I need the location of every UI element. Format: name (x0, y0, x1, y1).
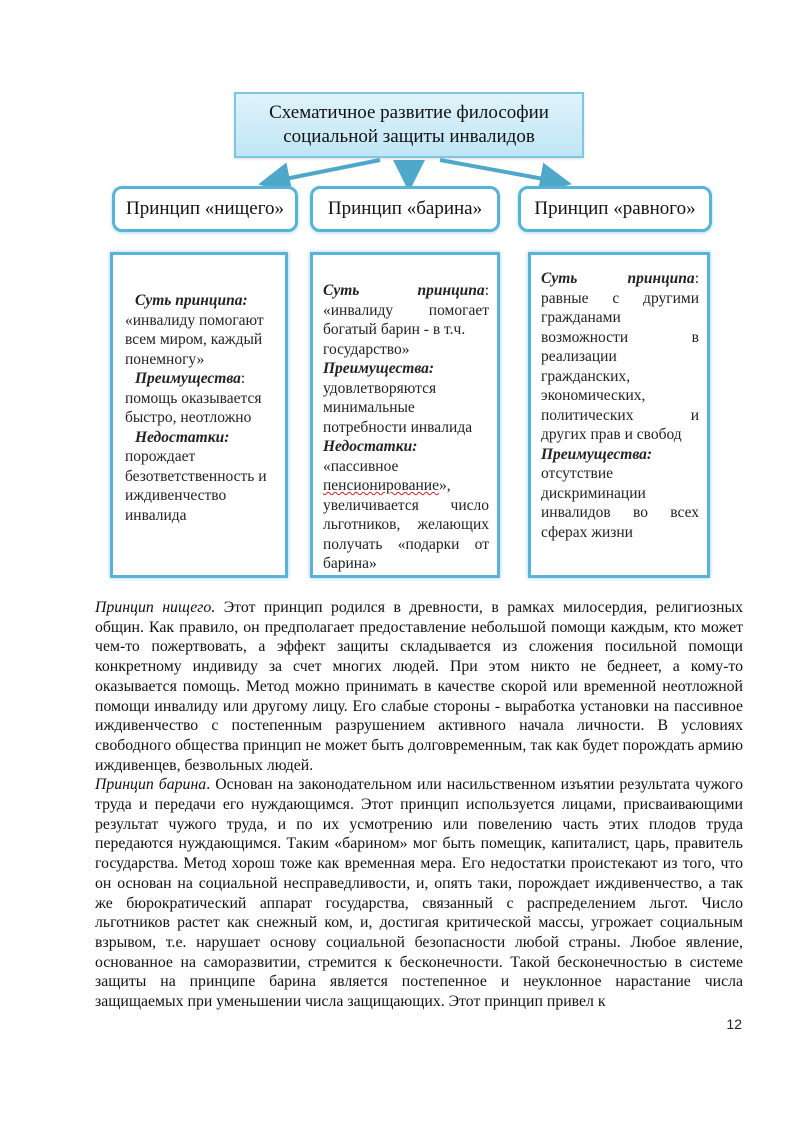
body-text (95, 598, 743, 1012)
diagram-arrows (0, 0, 800, 200)
essence-line: понемногу» (125, 350, 205, 368)
drawbacks-line: безответственность и (125, 467, 267, 485)
advantages-line: инвалидов во всех (541, 504, 699, 521)
detail-box-equal (528, 252, 710, 578)
advantages-line: сферах жизни (541, 523, 633, 541)
essence-line: гражданских, (541, 367, 631, 385)
essence-line: всем миром, каждый (125, 331, 263, 348)
diagram-title-line2: социальной защиты инвалидов (283, 126, 535, 147)
advantages-line: дискриминации (541, 484, 646, 502)
drawbacks-line-row (323, 476, 489, 496)
advantages-heading: Преимущества: (541, 445, 653, 463)
drawbacks-heading: Недостатки: (135, 428, 230, 446)
drawbacks-spellcheck-word: пенсионирование (323, 477, 439, 494)
drawbacks-line: льготников, желающих (323, 516, 489, 533)
drawbacks-line: иждивенчество (125, 487, 227, 504)
drawbacks-line-tail: », (438, 477, 451, 494)
paragraph-master (95, 775, 743, 1011)
paragraph-lead: Принцип барина (95, 776, 207, 794)
paragraph-beggar (95, 598, 743, 775)
essence-line: возможности в (541, 328, 699, 346)
diagram-title-line1: Схематичное развитие философии (269, 102, 549, 123)
advantages-heading-row (125, 369, 277, 389)
essence-line: богатый барин - в т.ч. (323, 321, 466, 338)
essence-line: гражданами (541, 309, 621, 326)
paragraph-text: . Основан на законодательном или насильственном изъятии результата чужого труда и передачи его нуждающимся. Этот принцип используется лицами, присваивающими результат чужого труда, и по их усмотрению или повелению часть этих плодов труда передаются нуждающимся. Таким «барином» мог быть помещик, капиталист, царь, правитель государства. Метод хорош тоже как временная мера. Его недостатки проистекают из того, что он основан на социальной несправедливости, и, опять таки, порождает иждивенчество, а так же бюрократический аппарат государства, связанный с распределением льгот. Число льготников растет как снежный ком, и, достигая критической массы, угрожает социальным взрывом, т.е. нарушает основу социальной безопасности любой страны. Любое явление, основанное на саморазвитии, стремится к бесконечности. Такой бесконечностью в системе защиты на принципе барина является постепенное и неуклонное нарастание числа защищаемых при уменьшении числа защищающих. Этот принцип привел к (95, 776, 744, 1011)
essence-heading-row (323, 281, 489, 301)
principle-label: Принцип «равного» (534, 198, 696, 219)
advantages-colon: : (240, 370, 246, 387)
essence-heading: Суть (323, 282, 360, 299)
essence-line: государство» (323, 340, 410, 358)
principle-box-beggar (112, 186, 298, 232)
essence-line: равные с другими (541, 289, 699, 307)
essence-line: реализации (541, 348, 617, 365)
advantages-heading: Преимущества (135, 370, 241, 387)
essence-heading-word2: принципа (627, 270, 695, 287)
drawbacks-line: порождает (125, 448, 196, 465)
principle-label: Принцип «нищего» (125, 198, 285, 219)
drawbacks-line: инвалида (125, 506, 187, 524)
advantages-line: быстро, неотложно (125, 409, 252, 426)
principle-label: Принцип «барина» (327, 198, 483, 219)
drawbacks-line: увеличивается число (323, 496, 489, 514)
detail-box-beggar (110, 252, 288, 578)
drawbacks-line: «пассивное (323, 457, 399, 475)
essence-line: экономических, (541, 387, 646, 404)
essence-colon: : (484, 282, 489, 299)
advantages-line: отсутствие (541, 465, 614, 482)
paragraph-lead: Принцип нищего. (95, 599, 216, 616)
essence-heading: Суть (541, 270, 578, 287)
advantages-line: удовлетворяются (323, 379, 437, 397)
arrow-left (270, 160, 380, 182)
principle-box-master (310, 186, 500, 232)
advantages-line: минимальные (323, 399, 415, 416)
advantages-line: помощь оказывается (125, 389, 262, 407)
essence-heading-word2: принципа (417, 282, 485, 299)
paragraph-text: Этот принцип родился в древности, в рамках милосердия, религиозных общин. Как правило, он предполагает предоставление небольшой помощи каждым, кто может чем-то пожертвовать, а эффект защиты складывается из сложения посильной помощи конкретному индивиду за счет многих людей. При этом никто не беднеет, а кому-то оказывается помощь. Метод можно принимать в качестве скорой или временной неотложной помощи инвалиду или другому лицу. Его слабые стороны - выработка установки на пассивное иждивенчество с постепенным разрушением активного начала личности. В условиях свободного общества принцип не может быть долговременным, так как будет порождать армию иждивенцев, безвольных людей. (95, 599, 743, 774)
essence-colon: : (694, 270, 699, 287)
essence-line: политических и (541, 406, 699, 424)
essence-heading-row (541, 269, 699, 289)
arrow-right (440, 160, 560, 182)
essence-heading: Суть принципа: (135, 292, 248, 309)
drawbacks-line: получать «подарки от (323, 535, 489, 553)
drawbacks-line: барина» (323, 555, 377, 572)
drawbacks-heading: Недостатки: (323, 438, 418, 455)
advantages-heading: Преимущества: (323, 360, 435, 377)
advantages-line: потребности инвалида (323, 418, 473, 436)
detail-box-master (310, 252, 500, 578)
principle-box-equal (518, 186, 712, 232)
essence-line: других прав и свобод (541, 426, 682, 443)
page-number: 12 (726, 1016, 742, 1032)
essence-line: «инвалиду помогает (323, 301, 489, 319)
essence-line: «инвалиду помогают (125, 311, 264, 329)
